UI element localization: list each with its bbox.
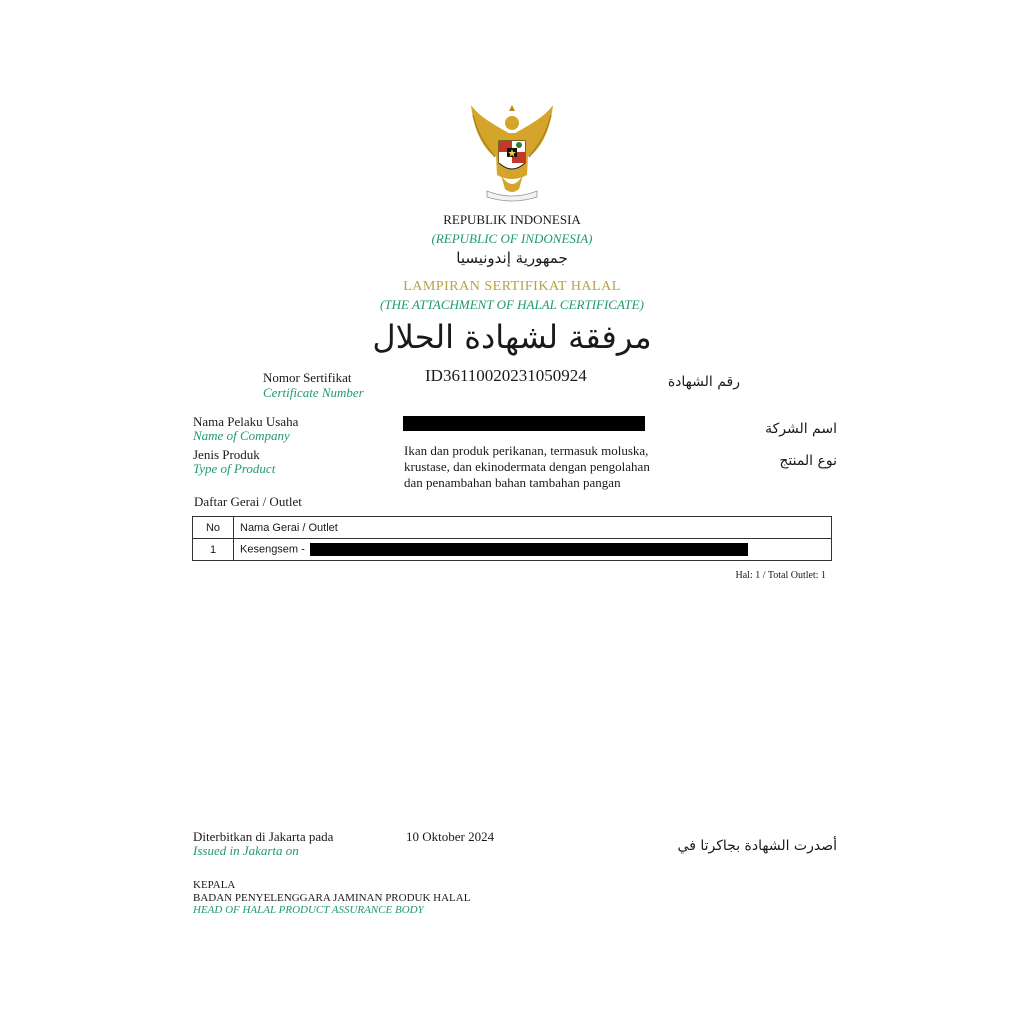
signatory-title: KEPALA bbox=[193, 879, 236, 891]
outlet-name-redaction bbox=[310, 543, 748, 556]
outlet-row-name-cell bbox=[234, 539, 832, 561]
certificate-number-label-en: Certificate Number bbox=[263, 385, 364, 400]
garuda-emblem-icon bbox=[465, 105, 559, 205]
signatory-institution-en: HEAD OF HALAL PRODUCT ASSURANCE BODY bbox=[193, 904, 424, 916]
country-name-ar: جمهورية إندونيسيا bbox=[456, 249, 568, 267]
signatory-institution: BADAN PENYELENGGARA JAMINAN PRODUK HALAL bbox=[193, 892, 471, 904]
document-title: LAMPIRAN SERTIFIKAT HALAL bbox=[403, 279, 621, 294]
product-description-line: Ikan dan produk perikanan, termasuk moluska, bbox=[404, 443, 649, 458]
company-name-label-ar: اسم الشركة bbox=[765, 421, 837, 437]
outlet-pagination: Hal: 1 / Total Outlet: 1 bbox=[735, 570, 826, 581]
country-name: REPUBLIK INDONESIA bbox=[443, 212, 581, 227]
product-description-line: dan penambahan bahan tambahan pangan bbox=[404, 475, 621, 490]
outlet-list-heading: Daftar Gerai / Outlet bbox=[194, 494, 302, 509]
document-title-en: (THE ATTACHMENT OF HALAL CERTIFICATE) bbox=[380, 297, 644, 312]
table-row bbox=[193, 539, 832, 561]
certificate-number-label: Nomor Sertifikat bbox=[263, 370, 352, 385]
table-header-row bbox=[193, 517, 832, 539]
issued-label: Diterbitkan di Jakarta pada bbox=[193, 829, 334, 844]
column-header-no: No bbox=[193, 517, 234, 539]
product-type-label-ar: نوع المنتج bbox=[779, 453, 837, 469]
issued-date: 10 Oktober 2024 bbox=[406, 829, 495, 844]
issued-label-en: Issued in Jakarta on bbox=[193, 843, 299, 858]
certificate-number: ID36110020231050924 bbox=[425, 366, 587, 385]
column-header-outlet-name: Nama Gerai / Outlet bbox=[234, 517, 832, 539]
product-type-label: Jenis Produk bbox=[193, 447, 260, 462]
product-description-line: krustase, dan ekinodermata dengan pengolahan bbox=[404, 459, 650, 474]
country-name-en: (REPUBLIC OF INDONESIA) bbox=[431, 231, 593, 246]
company-name-label-en: Name of Company bbox=[193, 428, 290, 443]
product-type-label-en: Type of Product bbox=[193, 461, 276, 476]
document-title-ar: مرفقة لشهادة الحلال bbox=[372, 318, 652, 356]
product-description bbox=[404, 443, 650, 491]
outlet-row-no: 1 bbox=[193, 539, 234, 561]
outlet-table bbox=[192, 516, 832, 561]
company-name-label: Nama Pelaku Usaha bbox=[193, 414, 299, 429]
outlet-row-name: Kesengsem - bbox=[240, 543, 305, 556]
company-name-redaction bbox=[403, 416, 645, 431]
issued-label-ar: أصدرت الشهادة بجاكرتا في bbox=[677, 838, 837, 854]
certificate-number-label-ar: رقم الشهادة bbox=[667, 374, 740, 390]
